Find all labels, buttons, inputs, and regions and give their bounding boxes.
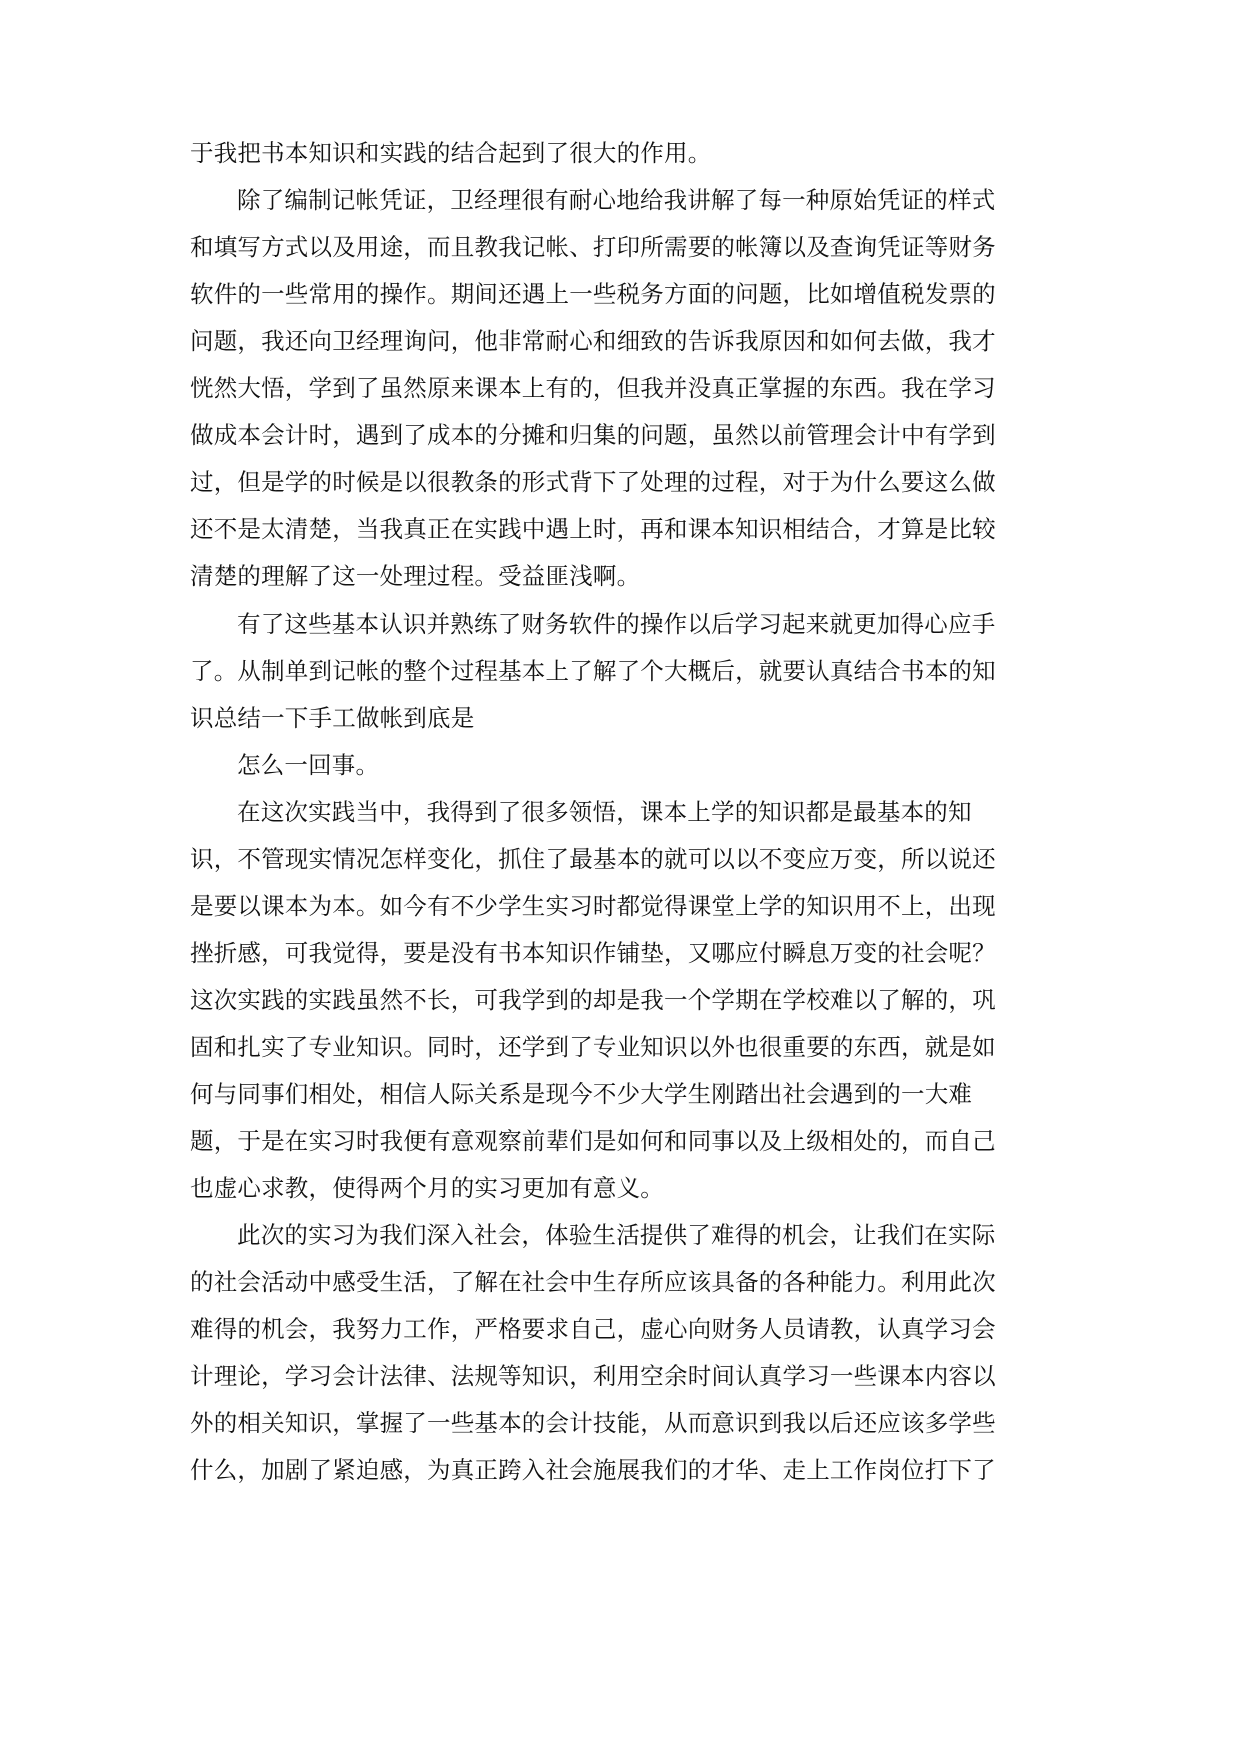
paragraph-first-line: 有了这些基本认识并熟练了财务软件的操作以后学习起来就更加得心应手 <box>237 610 996 638</box>
paragraph-first-line: 怎么一回事。 <box>237 751 380 779</box>
paragraph-first-line: 除了编制记帐凭证，卫经理很有耐心地给我讲解了每一种原始凭证的样式 <box>237 186 996 214</box>
text-line: 的社会活动中感受生活，了解在社会中生存所应该具备的各种能力。利用此次 <box>190 1268 996 1296</box>
text-line: 软件的一些常用的操作。期间还遇上一些税务方面的问题，比如增值税发票的 <box>190 280 996 308</box>
text-line: 做成本会计时，遇到了成本的分摊和归集的问题，虽然以前管理会计中有学到 <box>190 421 996 449</box>
text-line: 识，不管现实情况怎样变化，抓住了最基本的就可以以不变应万变，所以说还 <box>190 845 996 873</box>
text-line: 问题，我还向卫经理询问，他非常耐心和细致的告诉我原因和如何去做，我才 <box>190 327 996 355</box>
text-line: 也虚心求教，使得两个月的实习更加有意义。 <box>190 1174 664 1202</box>
paragraph-first-line: 此次的实习为我们深入社会，体验生活提供了难得的机会，让我们在实际 <box>237 1221 996 1249</box>
paragraph-first-line: 在这次实践当中，我得到了很多领悟，课本上学的知识都是最基本的知 <box>237 798 972 826</box>
text-line: 何与同事们相处，相信人际关系是现今不少大学生刚踏出社会遇到的一大难 <box>190 1080 973 1108</box>
text-line: 和填写方式以及用途，而且教我记帐、打印所需要的帐簿以及查询凭证等财务 <box>190 233 996 261</box>
text-line: 挫折感，可我觉得，要是没有书本知识作铺垫，又哪应付瞬息万变的社会呢？ <box>190 939 996 967</box>
text-line: 题，于是在实习时我便有意观察前辈们是如何和同事以及上级相处的，而自己 <box>190 1127 996 1155</box>
text-line: 外的相关知识，掌握了一些基本的会计技能，从而意识到我以后还应该多学些 <box>190 1409 996 1437</box>
text-line: 识总结一下手工做帐到底是 <box>190 704 475 732</box>
text-line: 于我把书本知识和实践的结合起到了很大的作用。 <box>190 139 712 167</box>
text-line: 清楚的理解了这一处理过程。受益匪浅啊。 <box>190 562 641 590</box>
text-line: 难得的机会，我努力工作，严格要求自己，虚心向财务人员请教，认真学习会 <box>190 1315 996 1343</box>
text-line: 是要以课本为本。如今有不少学生实习时都觉得课堂上学的知识用不上，出现 <box>190 892 996 920</box>
text-line: 这次实践的实践虽然不长，可我学到的却是我一个学期在学校难以了解的，巩 <box>190 986 996 1014</box>
text-line: 过，但是学的时候是以很教条的形式背下了处理的过程，对于为什么要这么做 <box>190 468 996 496</box>
text-line: 还不是太清楚，当我真正在实践中遇上时，再和课本知识相结合，才算是比较 <box>190 515 996 543</box>
text-line: 什么，加剧了紧迫感，为真正跨入社会施展我们的才华、走上工作岗位打下了 <box>190 1456 996 1484</box>
text-line: 固和扎实了专业知识。同时，还学到了专业知识以外也很重要的东西，就是如 <box>190 1033 996 1061</box>
text-line: 计理论，学习会计法律、法规等知识，利用空余时间认真学习一些课本内容以 <box>190 1362 996 1390</box>
text-line: 了。从制单到记帐的整个过程基本上了解了个大概后，就要认真结合书本的知 <box>190 657 996 685</box>
text-line: 恍然大悟，学到了虽然原来课本上有的，但我并没真正掌握的东西。我在学习 <box>190 374 996 402</box>
